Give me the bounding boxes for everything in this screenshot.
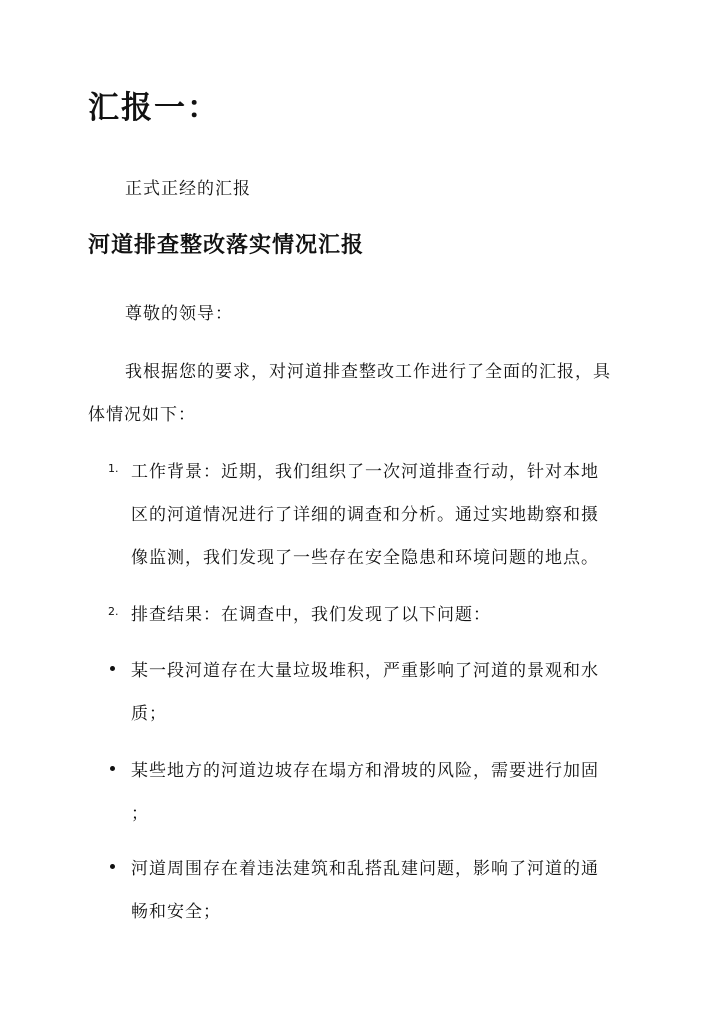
bullet-dot-1 [110,666,115,671]
numbered-item-1-line-1: 工作背景：近期，我们组织了一次河道排查行动，针对本地 [131,462,599,482]
salutation: 尊敬的领导： [125,304,233,324]
numbered-item-1-line-3: 像监测，我们发现了一些存在安全隐患和环境问题的地点。 [131,548,599,568]
intro-line-1: 我根据您的要求，对河道排查整改工作进行了全面的汇报，具 [125,362,611,382]
bullet-item-1-line-1: 某一段河道存在大量垃圾堆积，严重影响了河道的景观和水 [131,661,599,681]
numbered-marker-2: 2. [108,605,119,618]
bullet-dot-2 [110,766,115,771]
numbered-marker-1: 1. [108,462,119,475]
numbered-item-2-line-1: 排查结果：在调查中，我们发现了以下问题： [131,605,491,625]
bullet-item-2-line-2: ； [131,804,149,824]
intro-line-2: 体情况如下： [88,405,196,425]
bullet-item-2-line-1: 某些地方的河道边坡存在塌方和滑坡的风险，需要进行加固 [131,761,599,781]
bullet-item-1-line-2: 质； [131,704,167,724]
report-title: 河道排查整改落实情况汇报 [88,233,365,258]
section-subtitle: 正式正经的汇报 [125,179,251,199]
bullet-item-3-line-2: 畅和安全； [131,902,221,922]
bullet-item-3-line-1: 河道周围存在着违法建筑和乱搭乱建问题，影响了河道的通 [131,859,599,879]
bullet-dot-3 [110,864,115,869]
numbered-item-1-line-2: 区的河道情况进行了详细的调查和分析。通过实地勘察和摄 [131,505,599,525]
section-heading: 汇报一： [88,90,220,126]
